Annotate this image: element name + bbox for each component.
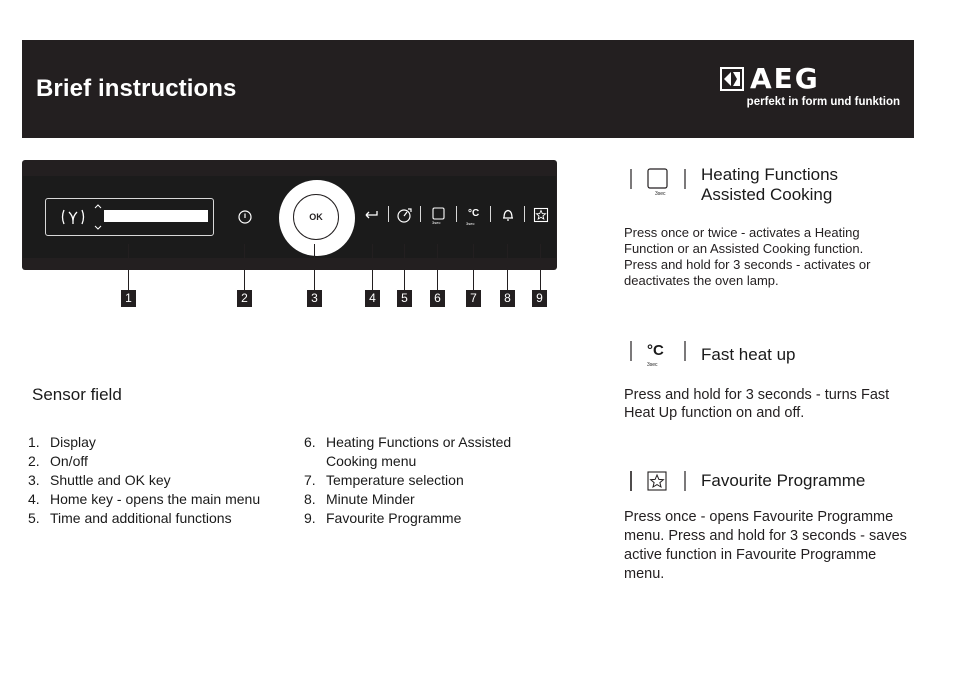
list-item-text: On/off	[50, 453, 88, 469]
list-item	[28, 452, 273, 471]
list-item-number: 7.	[304, 472, 316, 488]
list-item-number: 8.	[304, 491, 316, 507]
minute-minder-bell-icon[interactable]	[499, 206, 517, 224]
control-panel-face	[23, 176, 556, 258]
aeg-logo	[720, 64, 900, 114]
list-item-text: Home key - opens the main menu	[50, 491, 261, 507]
list-item-text: Temperature selection	[326, 472, 464, 488]
fast-heat-up-key-illustration	[630, 341, 686, 369]
heating-functions-description: Press once or twice - activates a Heating Function or an Assisted Cooking function. Press and hold for 3 seconds - activates or deactivates the oven lamp.	[624, 225, 871, 288]
callout-number: 5	[397, 290, 412, 307]
list-item-number: 4.	[28, 491, 40, 507]
aeg-logo-mark-icon	[720, 67, 744, 91]
shuttle-ring[interactable]	[279, 180, 355, 256]
control-panel-illustration	[22, 160, 557, 270]
home-key-icon[interactable]	[363, 206, 381, 224]
list-item-text: Shuttle and OK key	[50, 472, 171, 488]
list-item-text: Display	[50, 434, 96, 450]
heating-functions-title-line1: Heating Functions	[701, 165, 839, 184]
favourite-star-icon[interactable]	[532, 206, 550, 224]
oven-fan-icon	[60, 207, 86, 227]
list-item	[304, 433, 549, 471]
list-item	[28, 509, 273, 528]
callout-leader-line	[128, 244, 129, 290]
favourite-key-illustration	[630, 470, 686, 498]
callout-number: 9	[532, 290, 547, 307]
ok-button[interactable]: OK	[293, 194, 339, 240]
callout-number: 3	[307, 290, 322, 307]
callout-leader-line	[473, 244, 474, 290]
list-item	[28, 490, 273, 509]
favourite-programme-title: Favourite Programme	[701, 471, 866, 490]
timer-functions-icon[interactable]	[396, 206, 414, 224]
callout-number: 6	[430, 290, 445, 307]
heating-functions-title-line2: Assisted Cooking	[701, 185, 833, 204]
list-item	[28, 471, 273, 490]
list-item-text: Time and additional functions	[50, 510, 232, 526]
list-item-number: 9.	[304, 510, 316, 526]
callout-leader-line	[244, 244, 245, 290]
header-banner	[22, 40, 914, 138]
list-item-number: 1.	[28, 434, 40, 450]
fast-heat-up-title: Fast heat up	[701, 345, 796, 364]
heating-functions-title	[701, 165, 838, 205]
callout-number: 2	[237, 290, 252, 307]
callout-leader-line	[314, 244, 315, 290]
list-item-text: Minute Minder	[326, 491, 415, 507]
brand-tagline: perfekt in form und funktion	[746, 96, 900, 108]
heating-icon-caption: 3sec	[655, 191, 666, 197]
list-item-number: 3.	[28, 472, 40, 488]
temperature-key[interactable]	[465, 206, 485, 230]
fast-heat-icon-symbol: °C	[647, 342, 664, 359]
list-item	[304, 490, 549, 509]
key-separator	[456, 206, 457, 222]
favourite-programme-description: Press once - opens Favourite Programme menu. Press and hold for 3 seconds - saves active function in Favourite Programme menu.	[624, 509, 907, 582]
list-item-number: 2.	[28, 453, 40, 469]
display-window	[45, 198, 214, 236]
sensor-list-left	[28, 433, 273, 528]
callout-number: 4	[365, 290, 380, 307]
temperature-key-symbol: °C	[468, 208, 480, 219]
list-item-text: Favourite Programme	[326, 510, 462, 526]
display-bar	[104, 210, 208, 222]
callout-number: 8	[500, 290, 515, 307]
page-title: Brief instructions	[36, 75, 237, 102]
display-scroll-arrows-icon	[94, 202, 102, 232]
temperature-key-caption: 3sec	[466, 221, 475, 226]
callout-number: 7	[466, 290, 481, 307]
key-separator	[420, 206, 421, 222]
key-separator	[388, 206, 389, 222]
list-item-number: 5.	[28, 510, 40, 526]
callout-number: 1	[121, 290, 136, 307]
list-item-number: 6.	[304, 434, 316, 450]
heating-functions-key-illustration	[630, 167, 686, 195]
key-separator	[524, 206, 525, 222]
callout-leader-line	[437, 244, 438, 290]
favourite-star-icon	[630, 470, 686, 492]
sensor-list-right	[304, 433, 549, 528]
callout-leader-line	[540, 244, 541, 290]
brand-name: AEG	[750, 62, 820, 95]
list-item	[304, 471, 549, 490]
heating-key-caption: 3sec	[432, 220, 441, 225]
list-item-text: Heating Functions or Assisted Cooking menu	[326, 434, 512, 469]
heating-functions-key[interactable]	[429, 206, 449, 230]
callout-leader-line	[507, 244, 508, 290]
sensor-field-heading: Sensor field	[32, 385, 122, 404]
key-separator	[490, 206, 491, 222]
callout-leader-line	[372, 244, 373, 290]
fast-heat-icon-caption: 3sec	[647, 362, 658, 368]
fast-heat-up-description: Press and hold for 3 seconds - turns Fast Heat Up function on and off.	[624, 387, 890, 421]
list-item	[304, 509, 549, 528]
list-item	[28, 433, 273, 452]
callout-leader-line	[404, 244, 405, 290]
power-icon[interactable]	[237, 209, 253, 225]
